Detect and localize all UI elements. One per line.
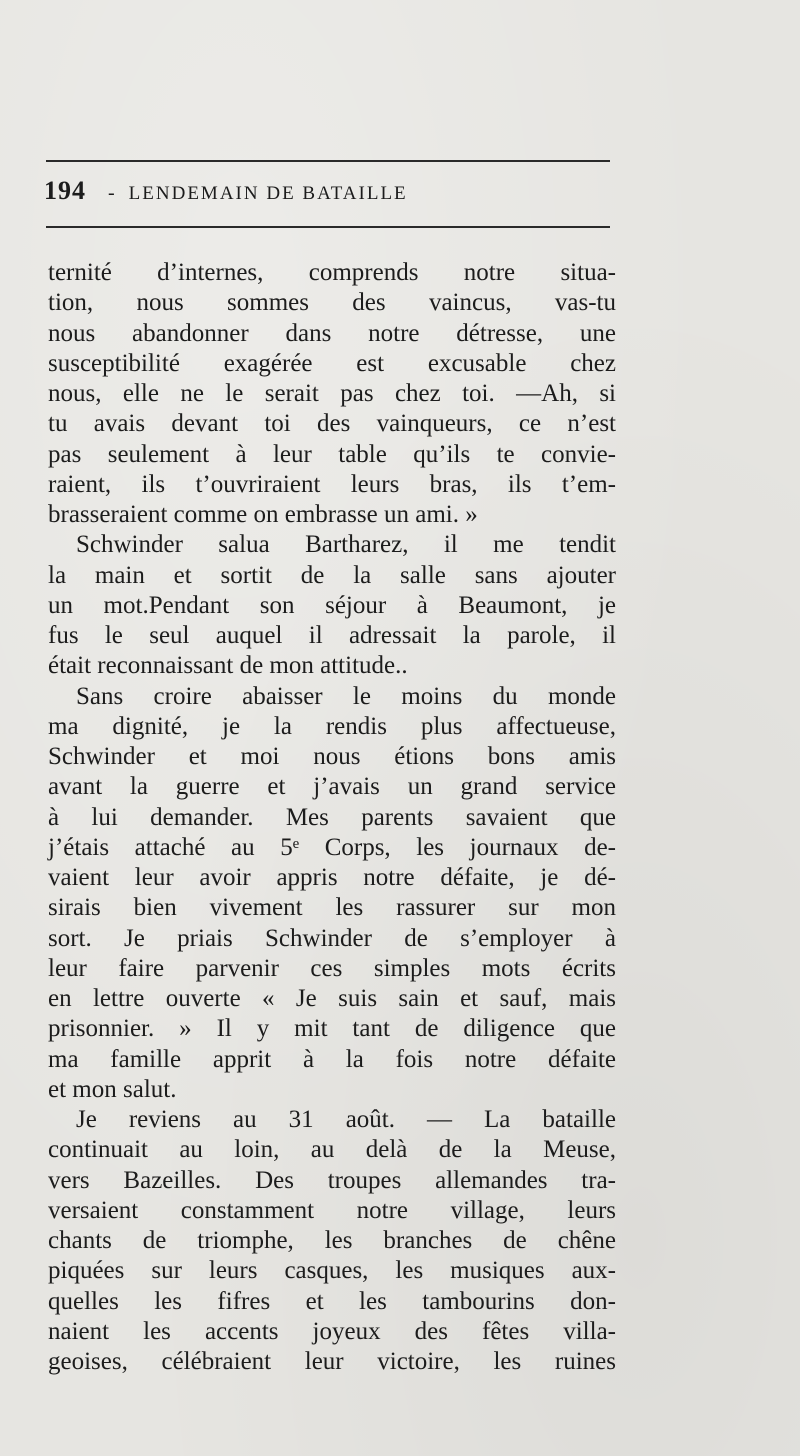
text-line: piquées sur leurs casques, les musiques aux- xyxy=(48,1257,616,1285)
text-line: prisonnier. » Il y mit tant de diligence que xyxy=(48,1015,616,1043)
text-line: un mot.Pendant son séjour à Beaumont, je xyxy=(48,591,616,619)
text-line: tu avais devant toi des vainqueurs, ce n’est xyxy=(48,410,616,438)
text-line: nous abandonner dans notre détresse, une xyxy=(48,319,616,347)
text-line: avant la guerre et j’avais un grand service xyxy=(48,773,616,801)
text-line: versaient constamment notre village, leurs xyxy=(48,1196,616,1224)
text-line: brasseraient comme on embrasse un ami. » xyxy=(48,501,478,528)
text-line: raient, ils t’ouvriraient leurs bras, ils t’em- xyxy=(48,470,616,498)
text-line: sort. Je priais Schwinder de s’employer à xyxy=(48,924,616,952)
text-line: vaient leur avoir appris notre défaite, je dé- xyxy=(48,864,616,891)
text-line: sirais bien vivement les rassurer sur mon xyxy=(48,894,616,922)
text-line: ma dignité, je la rendis plus affectueuse, xyxy=(48,712,616,740)
text-line: naient les accents joyeux des fêtes villa- xyxy=(48,1317,616,1345)
text-line: la main et sortit de la salle sans ajouter xyxy=(48,561,616,589)
text-line: nous, elle ne le serait pas chez toi. —Ah, si xyxy=(48,380,616,407)
text-line: geoises, célébraient leur victoire, les ruines xyxy=(48,1348,616,1375)
text-line: ma famille apprit à la fois notre défaite xyxy=(48,1045,616,1073)
text-line: en lettre ouverte « Je suis sain et sauf, mais xyxy=(48,985,616,1012)
header-bottom-rule xyxy=(46,226,610,228)
text-line: chants de triomphe, les branches de chêne xyxy=(48,1227,616,1254)
text-line: pas seulement à leur table qu’ils te convie- xyxy=(48,440,616,468)
text-line: j’étais attaché au 5ᵉ Corps, les journaux de- xyxy=(48,833,616,861)
text-line: ternité d’internes, comprends notre situa- xyxy=(48,259,616,286)
text-line: était reconnaissant de mon attitude.. xyxy=(48,652,408,680)
text-line: et mon salut. xyxy=(48,1075,177,1103)
text-line: leur faire parvenir ces simples mots écrits xyxy=(48,954,616,982)
text-line: quelles les fifres et les tambourins don- xyxy=(48,1287,616,1315)
text-line: Schwinder et moi nous étions bons amis xyxy=(48,743,616,770)
text-line: tion, nous sommes des vaincus, vas-tu xyxy=(48,289,616,317)
text-line: Sans croire abaisser le moins du monde xyxy=(76,682,616,710)
header-separator: - xyxy=(108,182,115,204)
text-line: vers Bazeilles. Des troupes allemandes tra- xyxy=(48,1166,616,1194)
running-header xyxy=(44,176,610,214)
text-line: continuait au loin, au delà de la Meuse, xyxy=(48,1136,616,1164)
header-top-rule xyxy=(46,160,610,162)
page-number: 194 xyxy=(44,176,86,205)
text-line: susceptibilité exagérée est excusable chez xyxy=(48,349,616,377)
text-line: Schwinder salua Bartharez, il me tendit xyxy=(76,531,616,559)
text-line: à lui demander. Mes parents savaient que xyxy=(48,803,616,831)
text-line: fus le seul auquel il adressait la parole, il xyxy=(48,622,616,649)
body-text xyxy=(48,258,616,1377)
running-title: LENDEMAIN DE BATAILLE xyxy=(128,183,408,204)
text-line: Je reviens au 31 août. — La bataille xyxy=(76,1106,616,1133)
